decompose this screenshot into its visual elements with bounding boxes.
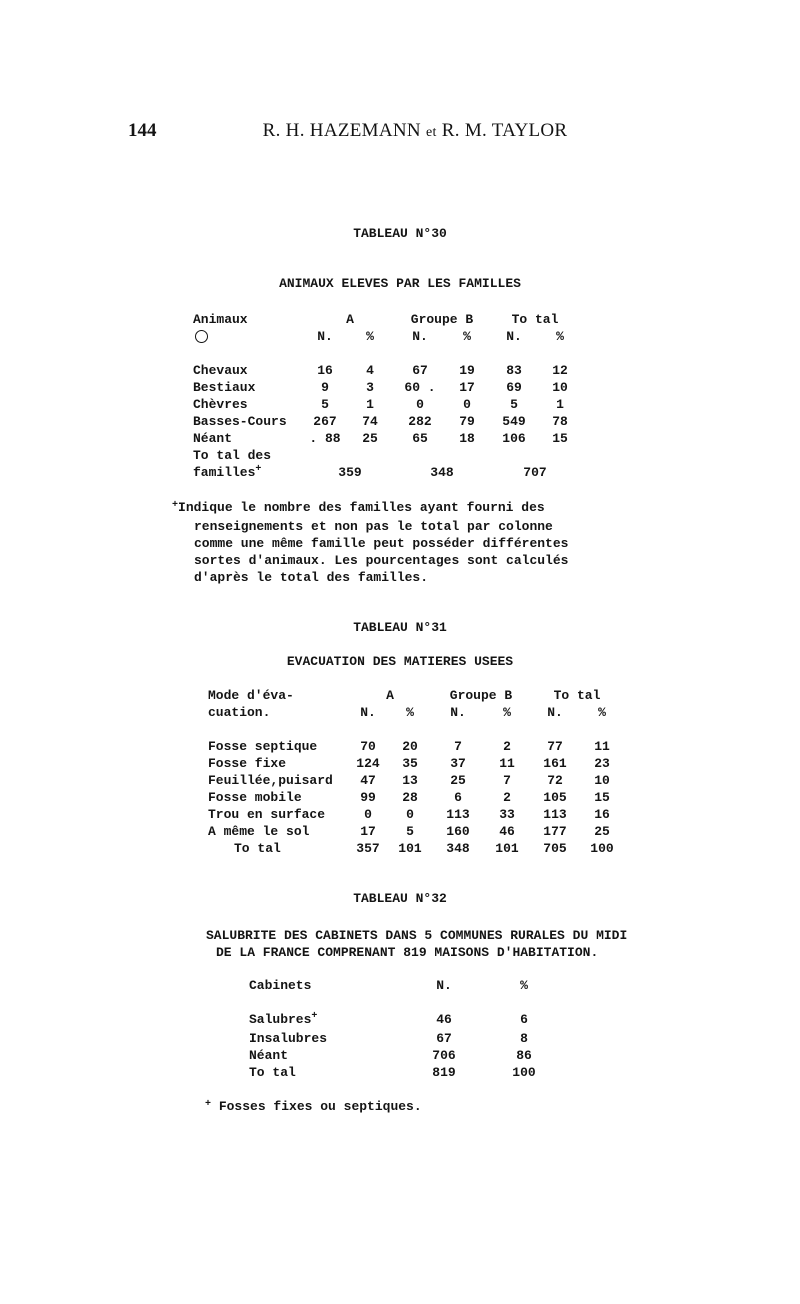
cell: 705 bbox=[543, 841, 567, 856]
footnote-line: d'après le total des familles. bbox=[194, 570, 429, 585]
cell: 11 bbox=[594, 739, 610, 754]
footnote-mark: + bbox=[172, 500, 179, 511]
cell: 67 bbox=[412, 363, 428, 378]
row-label: Bestiaux bbox=[193, 380, 256, 395]
cell: 6 bbox=[454, 790, 462, 805]
row-label: A même le sol bbox=[208, 824, 310, 839]
header-total: To tal bbox=[553, 688, 601, 703]
table-30-title: ANIMAUX ELEVES PAR LES FAMILLES bbox=[279, 276, 521, 291]
row-label: To tal bbox=[249, 1065, 296, 1080]
header-pct: % bbox=[520, 978, 528, 993]
table-30-footnote bbox=[172, 499, 622, 586]
cell: 6 bbox=[520, 1012, 528, 1027]
cell: 282 bbox=[408, 414, 432, 429]
header-pct: % bbox=[463, 329, 471, 344]
cell: 99 bbox=[360, 790, 376, 805]
table-row bbox=[193, 413, 581, 430]
cell: 17 bbox=[459, 380, 475, 395]
cell: 101 bbox=[495, 841, 519, 856]
table-32-header-row bbox=[249, 977, 559, 994]
table-32-footnote bbox=[205, 1098, 605, 1117]
header-pct: % bbox=[598, 705, 606, 720]
header-animaux: Animaux bbox=[193, 312, 248, 327]
cell: 100 bbox=[512, 1065, 536, 1080]
row-label: Chevaux bbox=[193, 363, 248, 378]
cell: 267 bbox=[313, 414, 337, 429]
cell: 10 bbox=[552, 380, 568, 395]
table-row bbox=[249, 1011, 559, 1030]
cell: 33 bbox=[499, 807, 515, 822]
table-row-total-label bbox=[193, 447, 581, 464]
table-30-header-row-1 bbox=[193, 311, 581, 328]
cell: 124 bbox=[356, 756, 380, 771]
cell: 113 bbox=[446, 807, 470, 822]
table-row bbox=[249, 1030, 559, 1047]
cell: 67 bbox=[436, 1031, 452, 1046]
cell: 37 bbox=[450, 756, 466, 771]
cell: 69 bbox=[506, 380, 522, 395]
cell: 28 bbox=[402, 790, 418, 805]
cell: 8 bbox=[520, 1031, 528, 1046]
cell: 46 bbox=[499, 824, 515, 839]
cell: 25 bbox=[450, 773, 466, 788]
footnote-line: renseignements et non pas le total par colonne bbox=[194, 519, 553, 534]
row-label: Basses-Cours bbox=[193, 414, 287, 429]
header-group-a: A bbox=[346, 312, 354, 327]
cell: 15 bbox=[552, 431, 568, 446]
cell: 359 bbox=[338, 465, 362, 480]
table-31-number: TABLEAU N°31 bbox=[353, 620, 447, 635]
table-row bbox=[208, 823, 624, 840]
cell: 2 bbox=[503, 739, 511, 754]
cell: 706 bbox=[432, 1048, 456, 1063]
cell: 23 bbox=[594, 756, 610, 771]
table-row bbox=[193, 362, 581, 379]
cell: 160 bbox=[446, 824, 470, 839]
cell: 46 bbox=[436, 1012, 452, 1027]
header-n: N. bbox=[450, 705, 466, 720]
author-taylor: R. M. TAYLOR bbox=[441, 120, 568, 141]
table-30-header-row-2 bbox=[193, 328, 581, 345]
cell: 20 bbox=[402, 739, 418, 754]
row-label: Fosse fixe bbox=[208, 756, 287, 771]
cell: 357 bbox=[356, 841, 380, 856]
table-31 bbox=[208, 687, 624, 857]
cell: 35 bbox=[402, 756, 418, 771]
circle-icon bbox=[195, 330, 208, 343]
cell: 15 bbox=[594, 790, 610, 805]
cell: 0 bbox=[416, 397, 424, 412]
row-label: Néant bbox=[193, 431, 233, 446]
row-label: Fosse mobile bbox=[208, 790, 302, 805]
running-head bbox=[230, 120, 600, 142]
cell: 16 bbox=[594, 807, 610, 822]
row-label: Néant bbox=[249, 1048, 289, 1063]
cell: 79 bbox=[459, 414, 475, 429]
cell: 65 bbox=[412, 431, 428, 446]
row-label: Feuillée,puisard bbox=[208, 773, 333, 788]
cell: 113 bbox=[543, 807, 567, 822]
table-31-header-row-2 bbox=[208, 704, 624, 721]
cell: 11 bbox=[499, 756, 515, 771]
cell: 348 bbox=[430, 465, 454, 480]
cell: 3 bbox=[366, 380, 374, 395]
cell: 83 bbox=[506, 363, 522, 378]
table-row bbox=[193, 396, 581, 413]
table-32 bbox=[249, 977, 559, 1081]
header-n: N. bbox=[412, 329, 428, 344]
row-label: Trou en surface bbox=[208, 807, 326, 822]
header-group-b: Groupe B bbox=[410, 312, 474, 327]
header-pct: % bbox=[406, 705, 414, 720]
cell: 348 bbox=[446, 841, 470, 856]
footnote-text: Fosses fixes ou septiques. bbox=[218, 1099, 422, 1114]
header-pct: % bbox=[556, 329, 564, 344]
cell: 707 bbox=[523, 465, 547, 480]
page-number: 144 bbox=[128, 120, 157, 141]
table-row bbox=[249, 1047, 559, 1064]
header-n: N. bbox=[506, 329, 522, 344]
cell: 7 bbox=[503, 773, 511, 788]
cell: 5 bbox=[406, 824, 414, 839]
cell: 9 bbox=[321, 380, 329, 395]
cell: 101 bbox=[398, 841, 422, 856]
cell: 12 bbox=[552, 363, 568, 378]
cell: 549 bbox=[502, 414, 526, 429]
header-group-a: A bbox=[386, 688, 394, 703]
table-32-number: TABLEAU N°32 bbox=[353, 891, 447, 906]
cell: 819 bbox=[432, 1065, 456, 1080]
cell: 5 bbox=[321, 397, 329, 412]
header-cabinets: Cabinets bbox=[249, 978, 312, 993]
header-n: N. bbox=[547, 705, 563, 720]
row-label: Chèvres bbox=[193, 397, 248, 412]
footnote-line: sortes d'animaux. Les pourcentages sont calculés bbox=[194, 553, 569, 568]
footnote-line: Indique le nombre des familles ayant fourni des bbox=[178, 500, 545, 515]
table-row bbox=[193, 430, 581, 447]
header-pct: % bbox=[503, 705, 511, 720]
row-label: To tal des bbox=[193, 448, 272, 463]
cell: 16 bbox=[317, 363, 333, 378]
cell: 2 bbox=[503, 790, 511, 805]
table-31-header-row-1 bbox=[208, 687, 624, 704]
table-row-total bbox=[208, 840, 624, 857]
table-row bbox=[208, 806, 624, 823]
footnote-mark: + bbox=[255, 464, 262, 475]
table-row bbox=[208, 738, 624, 755]
table-30 bbox=[193, 311, 581, 483]
cell: 77 bbox=[547, 739, 563, 754]
cell: 72 bbox=[547, 773, 563, 788]
cell: . 88 bbox=[309, 431, 341, 446]
cell: 25 bbox=[362, 431, 378, 446]
row-label: Fosse septique bbox=[208, 739, 318, 754]
table-row bbox=[193, 379, 581, 396]
author-hazemann: R. H. HAZEMANN bbox=[262, 120, 421, 141]
cell: 105 bbox=[543, 790, 567, 805]
footnote-mark: + bbox=[311, 1011, 318, 1022]
cell: 7 bbox=[454, 739, 462, 754]
header-n: N. bbox=[360, 705, 376, 720]
table-row bbox=[208, 755, 624, 772]
table-row-total bbox=[249, 1064, 559, 1081]
cell: 100 bbox=[590, 841, 614, 856]
header-group-b: Groupe B bbox=[449, 688, 513, 703]
row-label: Insalubres bbox=[249, 1031, 328, 1046]
cell: 1 bbox=[556, 397, 564, 412]
cell: 0 bbox=[364, 807, 372, 822]
cell: 0 bbox=[463, 397, 471, 412]
table-30-number: TABLEAU N°30 bbox=[353, 226, 447, 241]
header-mode-cont: cuation. bbox=[208, 705, 271, 720]
cell: 5 bbox=[510, 397, 518, 412]
table-row bbox=[208, 789, 624, 806]
cell: 17 bbox=[360, 824, 376, 839]
cell: 74 bbox=[362, 414, 378, 429]
footnote-mark: + bbox=[205, 1099, 212, 1110]
table-32-title-line-2: DE LA FRANCE COMPRENANT 819 MAISONS D'HABITATION. bbox=[216, 945, 599, 960]
cell: 18 bbox=[459, 431, 475, 446]
cell: 86 bbox=[516, 1048, 532, 1063]
header-pct: % bbox=[366, 329, 374, 344]
cell: 13 bbox=[402, 773, 418, 788]
header-total: To tal bbox=[511, 312, 559, 327]
cell: 19 bbox=[459, 363, 475, 378]
cell: 47 bbox=[360, 773, 376, 788]
cell: 1 bbox=[366, 397, 374, 412]
cell: 78 bbox=[552, 414, 568, 429]
table-row bbox=[208, 772, 624, 789]
row-label: familles+ bbox=[193, 464, 262, 480]
header-n: N. bbox=[317, 329, 333, 344]
cell: 177 bbox=[543, 824, 567, 839]
cell: 4 bbox=[366, 363, 374, 378]
cell: 0 bbox=[406, 807, 414, 822]
table-row-total bbox=[193, 464, 581, 483]
author-conjunction: et bbox=[425, 125, 437, 140]
cell: 106 bbox=[502, 431, 526, 446]
cell: 60 . bbox=[404, 380, 436, 395]
cell: 161 bbox=[543, 756, 567, 771]
header-n: N. bbox=[436, 978, 452, 993]
row-label: Salubres+ bbox=[249, 1011, 318, 1027]
cell: 70 bbox=[360, 739, 376, 754]
row-label: To tal bbox=[234, 841, 281, 856]
cell: 25 bbox=[594, 824, 610, 839]
table-31-title: EVACUATION DES MATIERES USEES bbox=[286, 654, 514, 669]
footnote-line: comme une même famille peut posséder différentes bbox=[194, 536, 569, 551]
cell: 10 bbox=[594, 773, 610, 788]
header-mode: Mode d'éva- bbox=[208, 688, 294, 703]
table-32-title-line-1: SALUBRITE DES CABINETS DANS 5 COMMUNES RURALES DU MIDI bbox=[206, 928, 628, 943]
